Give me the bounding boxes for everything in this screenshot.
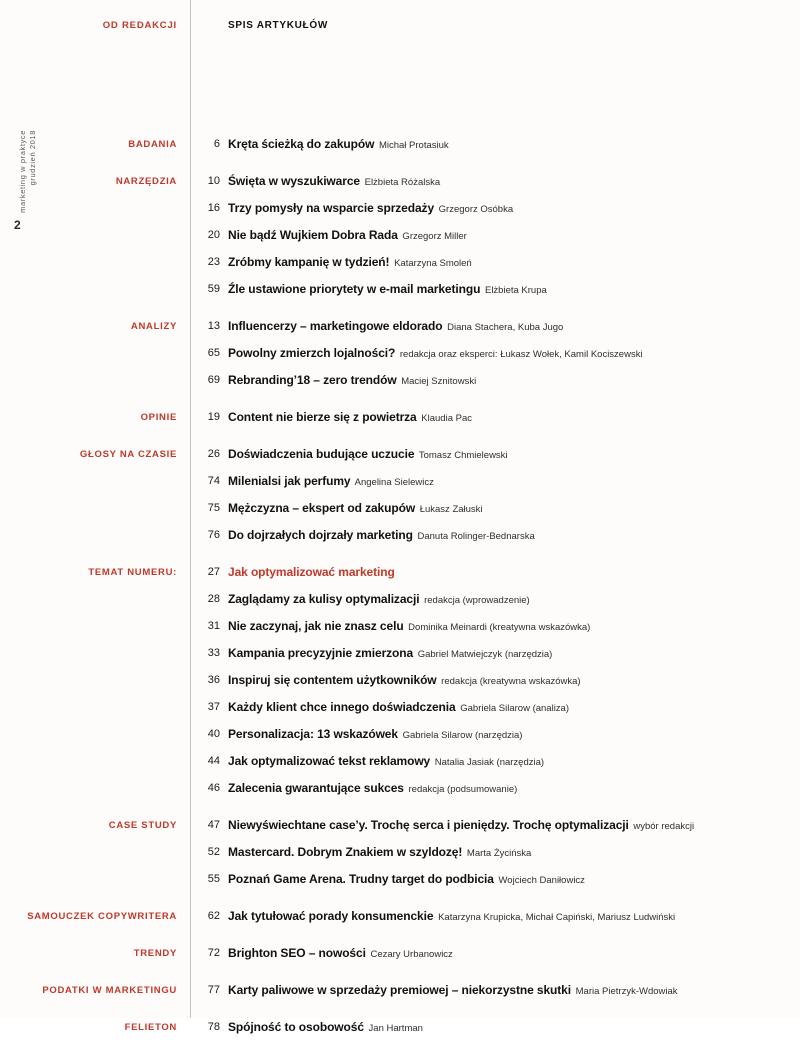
imprint-issue-date: grudzień 2018 bbox=[28, 130, 37, 186]
toc-entry-title[interactable]: Nie bądź Wujkiem Dobra Rada bbox=[228, 228, 398, 242]
toc-group-gap bbox=[0, 893, 800, 903]
toc-entry-text bbox=[228, 276, 547, 304]
toc-group-gap bbox=[0, 394, 800, 404]
toc-group-gap bbox=[0, 303, 800, 313]
toc-entry-text bbox=[228, 195, 513, 223]
toc-group-gap bbox=[0, 549, 800, 559]
toc-entry-page: 27 bbox=[207, 566, 220, 578]
toc-group bbox=[0, 131, 800, 158]
toc-entry-page: 76 bbox=[207, 529, 220, 541]
toc-entry-text bbox=[228, 131, 449, 159]
toc-group bbox=[0, 441, 800, 549]
toc-category-label: GŁOSY NA CZASIE bbox=[79, 449, 177, 460]
toc-category-label: TRENDY bbox=[133, 948, 177, 959]
toc-entry[interactable] bbox=[0, 340, 800, 367]
toc-entry-title[interactable]: Powolny zmierzch lojalności? bbox=[228, 346, 396, 360]
toc-entry-title[interactable]: Poznań Game Arena. Trudny target do podbicia bbox=[228, 872, 494, 886]
toc-entry-page: 47 bbox=[207, 819, 220, 831]
toc-entry-author: Maciej Sznitowski bbox=[398, 376, 477, 387]
toc-entry-author: Marta Życińska bbox=[464, 848, 532, 859]
toc-entry-page: 74 bbox=[207, 475, 220, 487]
toc-entry-text bbox=[228, 812, 694, 840]
toc-entry-page: 13 bbox=[207, 320, 220, 332]
toc-entry-author: Dominika Meinardi (kreatywna wskazówka) bbox=[405, 622, 591, 633]
toc-entry-author: Grzegorz Osóbka bbox=[436, 204, 514, 215]
toc-entry-author: Maria Pietrzyk-Wdowiak bbox=[573, 986, 678, 997]
toc-entry-title[interactable]: Content nie bierze się z powietrza bbox=[228, 410, 417, 424]
toc-entry-author: Cezary Urbanowicz bbox=[367, 949, 453, 960]
toc-entry-page: 55 bbox=[207, 873, 220, 885]
header-label-od-redakcji: OD REDAKCJI bbox=[102, 20, 177, 31]
imprint-magazine: marketing w praktyce bbox=[18, 130, 27, 213]
toc-entry-page: 46 bbox=[207, 782, 220, 794]
toc-entry-author: wybór redakcji bbox=[630, 821, 695, 832]
toc-entry-page: 19 bbox=[207, 411, 220, 423]
toc-entry-page: 75 bbox=[207, 502, 220, 514]
toc-entry-title[interactable]: Rebranding’18 – zero trendów bbox=[228, 373, 397, 387]
toc-category-label: BADANIA bbox=[128, 139, 177, 150]
toc-entry-page: 65 bbox=[207, 347, 220, 359]
toc-entry-text bbox=[228, 1014, 423, 1042]
toc-entry-author: redakcja (podsumowanie) bbox=[405, 784, 518, 795]
toc-entry-text bbox=[228, 667, 581, 695]
toc-entry-page: 40 bbox=[207, 728, 220, 740]
toc-group-gap bbox=[0, 967, 800, 977]
toc-entry-page: 6 bbox=[213, 138, 220, 150]
toc-entry[interactable] bbox=[0, 168, 800, 195]
toc-group bbox=[0, 812, 800, 893]
toc-entry-author: Angelina Sielewicz bbox=[352, 477, 434, 488]
toc-entry-page: 10 bbox=[207, 175, 220, 187]
toc-entry-author: Natalia Jasiak (narzędzia) bbox=[432, 757, 545, 768]
toc-entry-page: 78 bbox=[207, 1021, 220, 1033]
toc-entry-text bbox=[228, 249, 472, 277]
toc-category-label: PODATKI W MARKETINGU bbox=[42, 985, 177, 996]
toc-entry[interactable] bbox=[0, 522, 800, 549]
toc-entry-page: 26 bbox=[207, 448, 220, 460]
toc-entry-page: 31 bbox=[207, 620, 220, 632]
toc-entry-page: 62 bbox=[207, 910, 220, 922]
toc-entry[interactable] bbox=[0, 559, 800, 586]
toc-group-gap bbox=[0, 1004, 800, 1014]
toc-entry-author: Gabriela Silarow (analiza) bbox=[457, 703, 570, 714]
toc-entry-author: Wojciech Daniłowicz bbox=[495, 875, 585, 886]
toc-entry-text bbox=[228, 586, 530, 614]
toc-entry-page: 28 bbox=[207, 593, 220, 605]
toc-entry-author: redakcja oraz eksperci: Łukasz Wołek, Kamil Kociszewski bbox=[397, 349, 643, 360]
toc-entry[interactable] bbox=[0, 748, 800, 775]
toc-entry-page: 20 bbox=[207, 229, 220, 241]
toc-entry-page: 59 bbox=[207, 283, 220, 295]
toc-entry-title[interactable]: Mężczyzna – ekspert od zakupów bbox=[228, 501, 416, 515]
toc-entry-text bbox=[228, 367, 476, 395]
toc-group-gap bbox=[0, 802, 800, 812]
toc-entry-text bbox=[228, 441, 508, 469]
table-of-contents bbox=[0, 131, 800, 1051]
toc-entry[interactable] bbox=[0, 222, 800, 249]
toc-entry[interactable] bbox=[0, 195, 800, 222]
toc-entry-text bbox=[228, 522, 535, 550]
toc-entry-text bbox=[228, 468, 434, 496]
toc-group-gap bbox=[0, 158, 800, 168]
toc-entry-title[interactable]: Mastercard. Dobrym Znakiem w szyldozę! bbox=[228, 845, 463, 859]
toc-entry[interactable] bbox=[0, 313, 800, 340]
toc-entry-author: Klaudia Pac bbox=[418, 413, 472, 424]
toc-group bbox=[0, 559, 800, 802]
toc-entry[interactable] bbox=[0, 1014, 800, 1041]
toc-entry-title[interactable]: Jak tytułować porady konsumenckie bbox=[228, 909, 434, 923]
toc-entry-text bbox=[228, 168, 440, 196]
toc-entry-page: 52 bbox=[207, 846, 220, 858]
toc-entry-text bbox=[228, 694, 569, 722]
toc-entry-author: Katarzyna Smoleń bbox=[391, 258, 472, 269]
toc-entry-text bbox=[228, 313, 563, 341]
toc-entry-author: Michał Protasiuk bbox=[376, 140, 449, 151]
toc-entry-text bbox=[228, 222, 467, 250]
toc-entry-author: Gabriela Silarow (narzędzia) bbox=[399, 730, 523, 741]
page-header bbox=[0, 20, 800, 40]
toc-entry-title[interactable]: Święta w wyszukiwarce bbox=[228, 174, 360, 188]
toc-entry[interactable] bbox=[0, 404, 800, 431]
toc-entry[interactable] bbox=[0, 495, 800, 522]
toc-entry-page: 44 bbox=[207, 755, 220, 767]
toc-entry[interactable] bbox=[0, 441, 800, 468]
toc-entry-text bbox=[228, 495, 483, 523]
toc-entry-title[interactable]: Zróbmy kampanię w tydzień! bbox=[228, 255, 390, 269]
toc-entry-title[interactable]: Kręta ścieżką do zakupów bbox=[228, 137, 375, 151]
toc-entry-page: 37 bbox=[207, 701, 220, 713]
toc-entry[interactable] bbox=[0, 866, 800, 893]
toc-entry[interactable] bbox=[0, 367, 800, 394]
toc-entry-text bbox=[228, 559, 395, 587]
toc-entry[interactable] bbox=[0, 586, 800, 613]
toc-entry-author: redakcja (wprowadzenie) bbox=[421, 595, 530, 606]
toc-entry-page: 16 bbox=[207, 202, 220, 214]
toc-entry-text bbox=[228, 613, 590, 641]
toc-entry-author: Jan Hartman bbox=[365, 1023, 423, 1034]
toc-entry-title[interactable]: Nie zaczynaj, jak nie znasz celu bbox=[228, 619, 404, 633]
toc-entry-title[interactable]: Do dojrzałych dojrzały marketing bbox=[228, 528, 413, 542]
toc-entry-text bbox=[228, 404, 472, 432]
toc-entry-title[interactable]: Zaglądamy za kulisy optymalizacji bbox=[228, 592, 420, 606]
toc-entry-author: Gabriel Matwiejczyk (narzędzia) bbox=[415, 649, 553, 660]
toc-group-gap bbox=[0, 431, 800, 441]
toc-entry-title[interactable]: Zalecenia gwarantujące sukces bbox=[228, 781, 404, 795]
toc-entry-title[interactable]: Milenialsi jak perfumy bbox=[228, 474, 351, 488]
toc-category-label: SAMOUCZEK COPYWRITERA bbox=[27, 911, 177, 922]
toc-entry-page: 33 bbox=[207, 647, 220, 659]
toc-entry-title[interactable]: Influencerzy – marketingowe eldorado bbox=[228, 319, 443, 333]
toc-entry-author: redakcja (kreatywna wskazówka) bbox=[438, 676, 581, 687]
toc-entry-page: 23 bbox=[207, 256, 220, 268]
toc-group bbox=[0, 1014, 800, 1041]
toc-entry-title[interactable]: Kampania precyzyjnie zmierzona bbox=[228, 646, 414, 660]
page-number: 2 bbox=[14, 218, 21, 232]
toc-entry-text bbox=[228, 340, 643, 368]
toc-entry-title[interactable]: Inspiruj się contentem użytkowników bbox=[228, 673, 437, 687]
toc-group bbox=[0, 313, 800, 394]
toc-entry-author: Elżbieta Krupa bbox=[482, 285, 547, 296]
toc-category-label: CASE STUDY bbox=[108, 820, 177, 831]
toc-entry-title[interactable]: Trzy pomysły na wsparcie sprzedaży bbox=[228, 201, 435, 215]
toc-entry[interactable] bbox=[0, 640, 800, 667]
toc-group-gap bbox=[0, 930, 800, 940]
toc-group bbox=[0, 404, 800, 431]
toc-entry[interactable] bbox=[0, 667, 800, 694]
toc-entry-text bbox=[228, 775, 517, 803]
toc-entry-text bbox=[228, 866, 585, 894]
toc-entry-author: Katarzyna Krupicka, Michał Capiński, Mariusz Ludwiński bbox=[435, 912, 676, 923]
toc-entry-author: Grzegorz Miller bbox=[399, 231, 467, 242]
toc-category-label: TEMAT NUMERU: bbox=[88, 567, 177, 578]
toc-entry[interactable] bbox=[0, 249, 800, 276]
toc-entry-author: Elżbieta Różalska bbox=[361, 177, 441, 188]
toc-entry-title[interactable]: Niewyświechtane case’y. Trochę serca i pieniędzy. Trochę optymalizacji bbox=[228, 818, 629, 832]
toc-entry-page: 36 bbox=[207, 674, 220, 686]
toc-entry[interactable] bbox=[0, 839, 800, 866]
toc-entry-title[interactable]: Brighton SEO – nowości bbox=[228, 946, 366, 960]
toc-entry-author: Diana Stachera, Kuba Jugo bbox=[444, 322, 564, 333]
toc-category-label: ANALIZY bbox=[130, 321, 177, 332]
toc-category-label: NARZĘDZIA bbox=[115, 176, 177, 187]
toc-entry-text bbox=[228, 748, 544, 776]
toc-entry-title[interactable]: Jak optymalizować marketing bbox=[228, 565, 395, 579]
toc-group-gap bbox=[0, 1041, 800, 1051]
toc-entry[interactable] bbox=[0, 276, 800, 303]
toc-group bbox=[0, 903, 800, 930]
toc-entry-title[interactable]: Personalizacja: 13 wskazówek bbox=[228, 727, 398, 741]
toc-entry-text bbox=[228, 977, 678, 1005]
toc-entry[interactable] bbox=[0, 613, 800, 640]
toc-entry-title[interactable]: Karty paliwowe w sprzedaży premiowej – niekorzystne skutki bbox=[228, 983, 571, 997]
toc-entry-text bbox=[228, 940, 453, 968]
toc-entry[interactable] bbox=[0, 721, 800, 748]
toc-entry-text bbox=[228, 721, 522, 749]
toc-entry-page: 69 bbox=[207, 374, 220, 386]
toc-entry-author: Danuta Rolinger-Bednarska bbox=[414, 531, 535, 542]
toc-category-label: OPINIE bbox=[140, 412, 177, 423]
toc-entry[interactable] bbox=[0, 940, 800, 967]
toc-entry-text bbox=[228, 640, 552, 668]
header-label-spis-artykulow: SPIS ARTYKUŁÓW bbox=[228, 20, 328, 31]
toc-entry[interactable] bbox=[0, 977, 800, 1004]
toc-category-label: FELIETON bbox=[124, 1022, 177, 1033]
toc-entry-page: 72 bbox=[207, 947, 220, 959]
toc-entry[interactable] bbox=[0, 812, 800, 839]
toc-group bbox=[0, 940, 800, 967]
toc-entry[interactable] bbox=[0, 903, 800, 930]
toc-entry[interactable] bbox=[0, 775, 800, 802]
toc-group bbox=[0, 977, 800, 1004]
toc-entry[interactable] bbox=[0, 131, 800, 158]
toc-entry-text bbox=[228, 903, 675, 931]
toc-entry-text bbox=[228, 839, 531, 867]
toc-entry-title[interactable]: Doświadczenia budujące uczucie bbox=[228, 447, 415, 461]
toc-entry[interactable] bbox=[0, 694, 800, 721]
toc-entry-author: Tomasz Chmielewski bbox=[416, 450, 508, 461]
toc-entry-page: 77 bbox=[207, 984, 220, 996]
toc-entry-title[interactable]: Każdy klient chce innego doświadczenia bbox=[228, 700, 456, 714]
toc-entry[interactable] bbox=[0, 468, 800, 495]
toc-entry-title[interactable]: Spójność to osobowość bbox=[228, 1020, 364, 1034]
toc-group bbox=[0, 168, 800, 303]
toc-entry-author: Łukasz Załuski bbox=[417, 504, 483, 515]
toc-entry-title[interactable]: Źle ustawione priorytety w e-mail marketingu bbox=[228, 282, 481, 296]
toc-entry-title[interactable]: Jak optymalizować tekst reklamowy bbox=[228, 754, 431, 768]
